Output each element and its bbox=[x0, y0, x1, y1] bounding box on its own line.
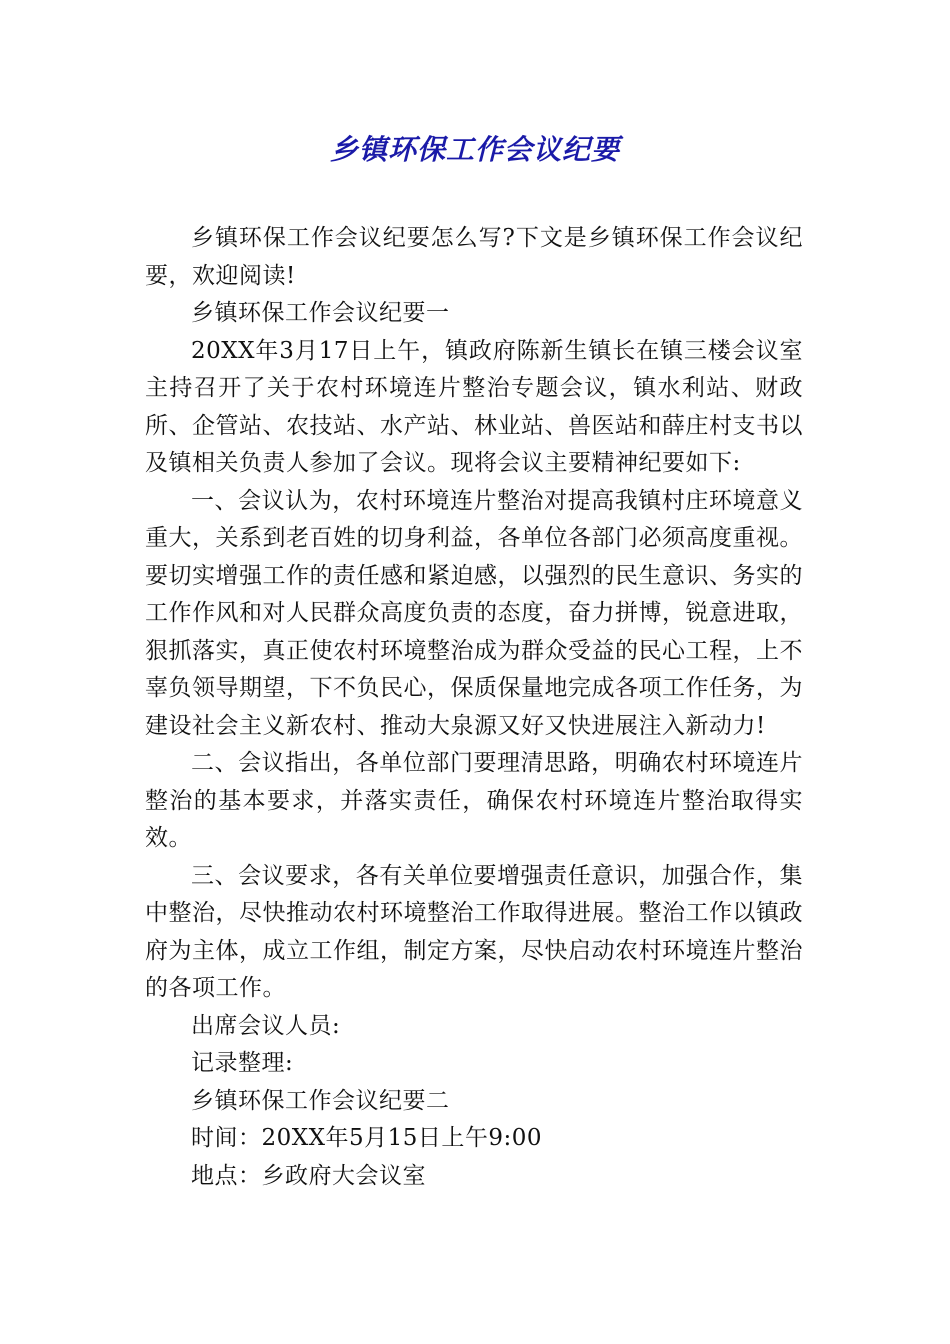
point-two-paragraph: 二、会议指出，各单位部门要理清思路，明确农村环境连片整治的基本要求，并落实责任，确保农村环境连片整治取得实效。 bbox=[145, 750, 803, 851]
attendees-line: 出席会议人员: bbox=[191, 1012, 341, 1039]
section-heading-one: 乡镇环保工作会议纪要一 bbox=[191, 300, 450, 326]
location-line: 地点：乡政府大会议室 bbox=[191, 1162, 426, 1189]
point-one-paragraph: 一、会议认为，农村环境连片整治对提高我镇村庄环境意义重大，关系到老百姓的切身利益，各单位各部门必须高度重视。要切实增强工作的责任感和紧迫感，以强烈的民生意识、务实的工作作风和对人民群众高度负责的态度，奋力拼博，锐意进取，狠抓落实，真正使农村环境整治成为群众受益的民心工程，上不辜负领导期望，下不负民心，保质保量地完成各项工作任务，为建设社会主义新农村、推动大泉源又好又快进展注入新动力! bbox=[145, 487, 803, 739]
document-title: 乡镇环保工作会议纪要 bbox=[329, 133, 620, 166]
recorder-line: 记录整理: bbox=[191, 1050, 294, 1076]
point-three-paragraph: 三、会议要求，各有关单位要增强责任意识，加强合作，集中整治，尽快推动农村环境整治工作取得进展。整治工作以镇政府为主体，成立工作组，制定方案，尽快启动农村环境连片整治的各项工作。 bbox=[145, 862, 803, 1001]
time-line: 时间：20XX年5月15日上午9:00 bbox=[191, 1125, 543, 1151]
document-body bbox=[145, 220, 803, 1195]
section-heading-two: 乡镇环保工作会议纪要二 bbox=[191, 1087, 450, 1114]
meeting-overview-paragraph: 20XX年3月17日上午，镇政府陈新生镇长在镇三楼会议室主持召开了关于农村环境连片整治专题会议，镇水利站、财政所、企管站、农技站、水产站、林业站、兽医站和薛庄村支书以及镇相关负责人参加了会议。现将会议主要精神纪要如下: bbox=[145, 337, 803, 476]
intro-paragraph: 乡镇环保工作会议纪要怎么写?下文是乡镇环保工作会议纪要，欢迎阅读! bbox=[145, 225, 803, 289]
